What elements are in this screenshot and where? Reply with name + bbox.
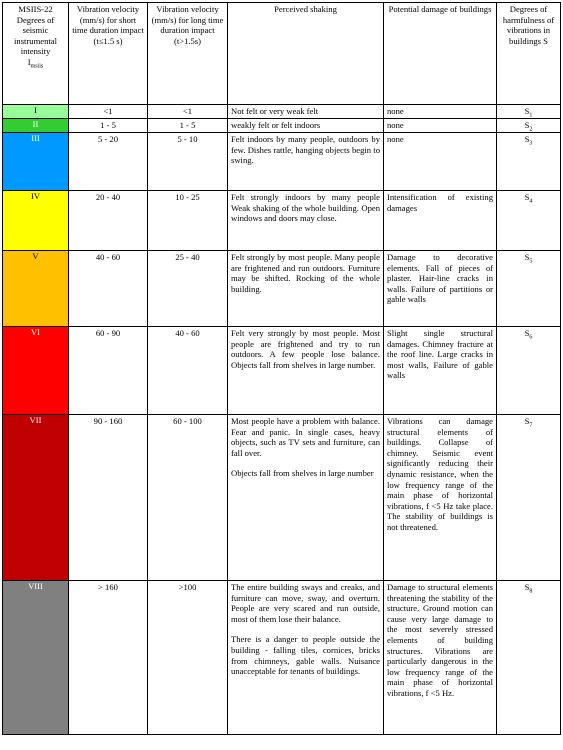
damage-paragraph: Vibrations can damage structural elements of buildings. Collapse of chimney. Seismic event significantly reducing their dynamic resistance, when the low frequency range of the main phase of horizontal vibrations, f <5 Hz take place. The stability of buildings is not threatened. [387, 416, 493, 532]
damage-paragraph: none [387, 134, 404, 144]
perceived-shaking-cell [228, 191, 384, 251]
harmfulness-subscript: 5 [529, 258, 533, 265]
table-row [3, 327, 561, 415]
table-row [3, 251, 561, 327]
intensity-cell: I [3, 105, 69, 119]
harmfulness-symbol: S [524, 120, 530, 130]
table-row [3, 581, 561, 735]
intensity-cell: VII [3, 415, 69, 581]
long-velocity-cell: >100 [148, 581, 228, 735]
perceived-shaking-cell [228, 581, 384, 735]
header-potential-damage: Potential damage of buildings [384, 3, 497, 105]
harmfulness-subscript: 4 [529, 198, 533, 205]
harmfulness-subscript: 7 [529, 422, 533, 429]
header-intensity-line: intensity [20, 46, 51, 57]
shaking-paragraph: There is a danger to people outside the building - falling tiles, cornices, bricks from chimneys, gable walls. Nuisance unacceptable for tenants of buildings. [231, 634, 380, 677]
harmfulness-subscript: 2 [529, 126, 533, 133]
intensity-cell: VI [3, 327, 69, 415]
table-row [3, 191, 561, 251]
long-velocity-cell: 5 - 10 [148, 133, 228, 191]
intensity-cell: III [3, 133, 69, 191]
perceived-shaking-cell [228, 415, 384, 581]
harmfulness-cell [497, 133, 561, 191]
potential-damage-cell [384, 133, 497, 191]
long-velocity-cell: 40 - 60 [148, 327, 228, 415]
header-harmfulness: Degrees of harmfulness of vibrations in buildings S [497, 3, 561, 105]
harmfulness-cell [497, 119, 561, 133]
harmfulness-subscript: 1 [529, 112, 533, 119]
header-intensity-line: MSIIS-22 [18, 4, 53, 14]
long-velocity-cell: 60 - 100 [148, 415, 228, 581]
potential-damage-cell [384, 119, 497, 133]
shaking-paragraph: Not felt or very weak felt [231, 106, 319, 116]
harmfulness-symbol: S [524, 416, 530, 426]
potential-damage-cell [384, 191, 497, 251]
harmfulness-symbol: S [524, 192, 530, 202]
shaking-paragraph: Most people have a problem with balance. Fear and panic. In single cases, heavy objects, such as TV sets and furniture, can fall over. [231, 416, 380, 458]
harmfulness-subscript: 3 [529, 140, 533, 147]
damage-paragraph: none [387, 120, 404, 130]
harmfulness-symbol: S [524, 106, 530, 116]
short-velocity-cell: 20 - 40 [69, 191, 148, 251]
header-short-velocity: Vibration velocity (mm/s) for short time duration impact (t≤1.5 s) [69, 3, 148, 105]
harmfulness-cell [497, 415, 561, 581]
header-perceived-shaking: Perceived shaking [228, 3, 384, 105]
harmfulness-symbol: S [524, 252, 530, 262]
short-velocity-cell: > 160 [69, 581, 148, 735]
short-velocity-cell: 40 - 60 [69, 251, 148, 327]
harmfulness-subscript: 6 [529, 334, 533, 341]
harmfulness-symbol: S [524, 582, 530, 592]
damage-paragraph: Slight single structural damages. Chimney fracture at the roof line. Large cracks in most walls, Failure of gable walls [387, 328, 493, 381]
header-intensity-line: instrumental [14, 35, 57, 46]
table-row [3, 119, 561, 133]
short-velocity-cell: 1 - 5 [69, 119, 148, 133]
header-intensity-line: Degrees of [16, 14, 55, 25]
table-row [3, 105, 561, 119]
table-row [3, 415, 561, 581]
harmfulness-cell [497, 327, 561, 415]
long-velocity-cell: 10 - 25 [148, 191, 228, 251]
perceived-shaking-cell [228, 133, 384, 191]
shaking-paragraph: Felt strongly by most people. Many people are frightened and run outdoors. Furniture may be shifted. Rocking of the whole building. [231, 252, 380, 294]
harmfulness-cell [497, 581, 561, 735]
potential-damage-cell [384, 581, 497, 735]
harmfulness-cell [497, 251, 561, 327]
potential-damage-cell [384, 251, 497, 327]
header-intensity-symbol: $I_{msiis}$ [27, 56, 44, 70]
header-long-velocity: Vibration velocity (mm/s) for long time duration impact (t>1.5s) [148, 3, 228, 105]
shaking-paragraph: Objects fall from shelves in large number [231, 468, 374, 479]
perceived-shaking-cell [228, 327, 384, 415]
damage-paragraph: Intensification of existing damages [387, 192, 493, 213]
short-velocity-cell: 90 - 160 [69, 415, 148, 581]
shaking-paragraph: Felt indoors by many people, outdoors by few. Dishes rattle, hanging objects begin to swing. [231, 134, 380, 166]
harmfulness-symbol: S [524, 134, 530, 144]
intensity-cell: II [3, 119, 69, 133]
harmfulness-cell [497, 105, 561, 119]
intensity-cell: IV [3, 191, 69, 251]
header-intensity [3, 3, 69, 105]
table-row [3, 133, 561, 191]
harmfulness-cell [497, 191, 561, 251]
seismic-intensity-table [2, 2, 561, 735]
long-velocity-cell: 25 - 40 [148, 251, 228, 327]
shaking-paragraph: The entire building sways and creaks, and furniture can move, sway, and overturn. People are very scared and run outside, most of them lose their balance. [231, 582, 380, 624]
potential-damage-cell [384, 415, 497, 581]
harmfulness-subscript: 8 [529, 588, 533, 595]
potential-damage-cell [384, 327, 497, 415]
table-header-row [3, 3, 561, 105]
long-velocity-cell: 1 - 5 [148, 119, 228, 133]
perceived-shaking-cell [228, 251, 384, 327]
shaking-paragraph: weakly felt or felt indoors [231, 120, 321, 130]
damage-paragraph: Damage to decorative elements. Fall of pieces of plaster. Hair-line cracks in walls. Failure of partitions or gable walls [387, 252, 493, 305]
intensity-cell: V [3, 251, 69, 327]
harmfulness-symbol: S [524, 328, 530, 338]
perceived-shaking-cell [228, 119, 384, 133]
short-velocity-cell: <1 [69, 105, 148, 119]
short-velocity-cell: 5 - 20 [69, 133, 148, 191]
intensity-cell: VIII [3, 581, 69, 735]
header-intensity-line: seismic [22, 25, 49, 36]
shaking-paragraph: Felt very strongly by most people. Most people are frightened and try to run outdoors. A few people lose balance. Objects fall from shelves in large number. [231, 328, 380, 370]
damage-paragraph: none [387, 106, 404, 116]
damage-paragraph: Damage to structural elements threatening the stability of the structure. Ground motion can cause very large damage to the most severely stressed elements of building structures. Vibrations are particularly dangerous in the low frequency range of the main phase of horizontal vibrations, f <5 Hz. [387, 582, 493, 698]
perceived-shaking-cell [228, 105, 384, 119]
short-velocity-cell: 60 - 90 [69, 327, 148, 415]
long-velocity-cell: <1 [148, 105, 228, 119]
potential-damage-cell [384, 105, 497, 119]
shaking-paragraph: Felt strongly indoors by many people Weak shaking of the whole building. Open windows and doors may close. [231, 192, 380, 224]
